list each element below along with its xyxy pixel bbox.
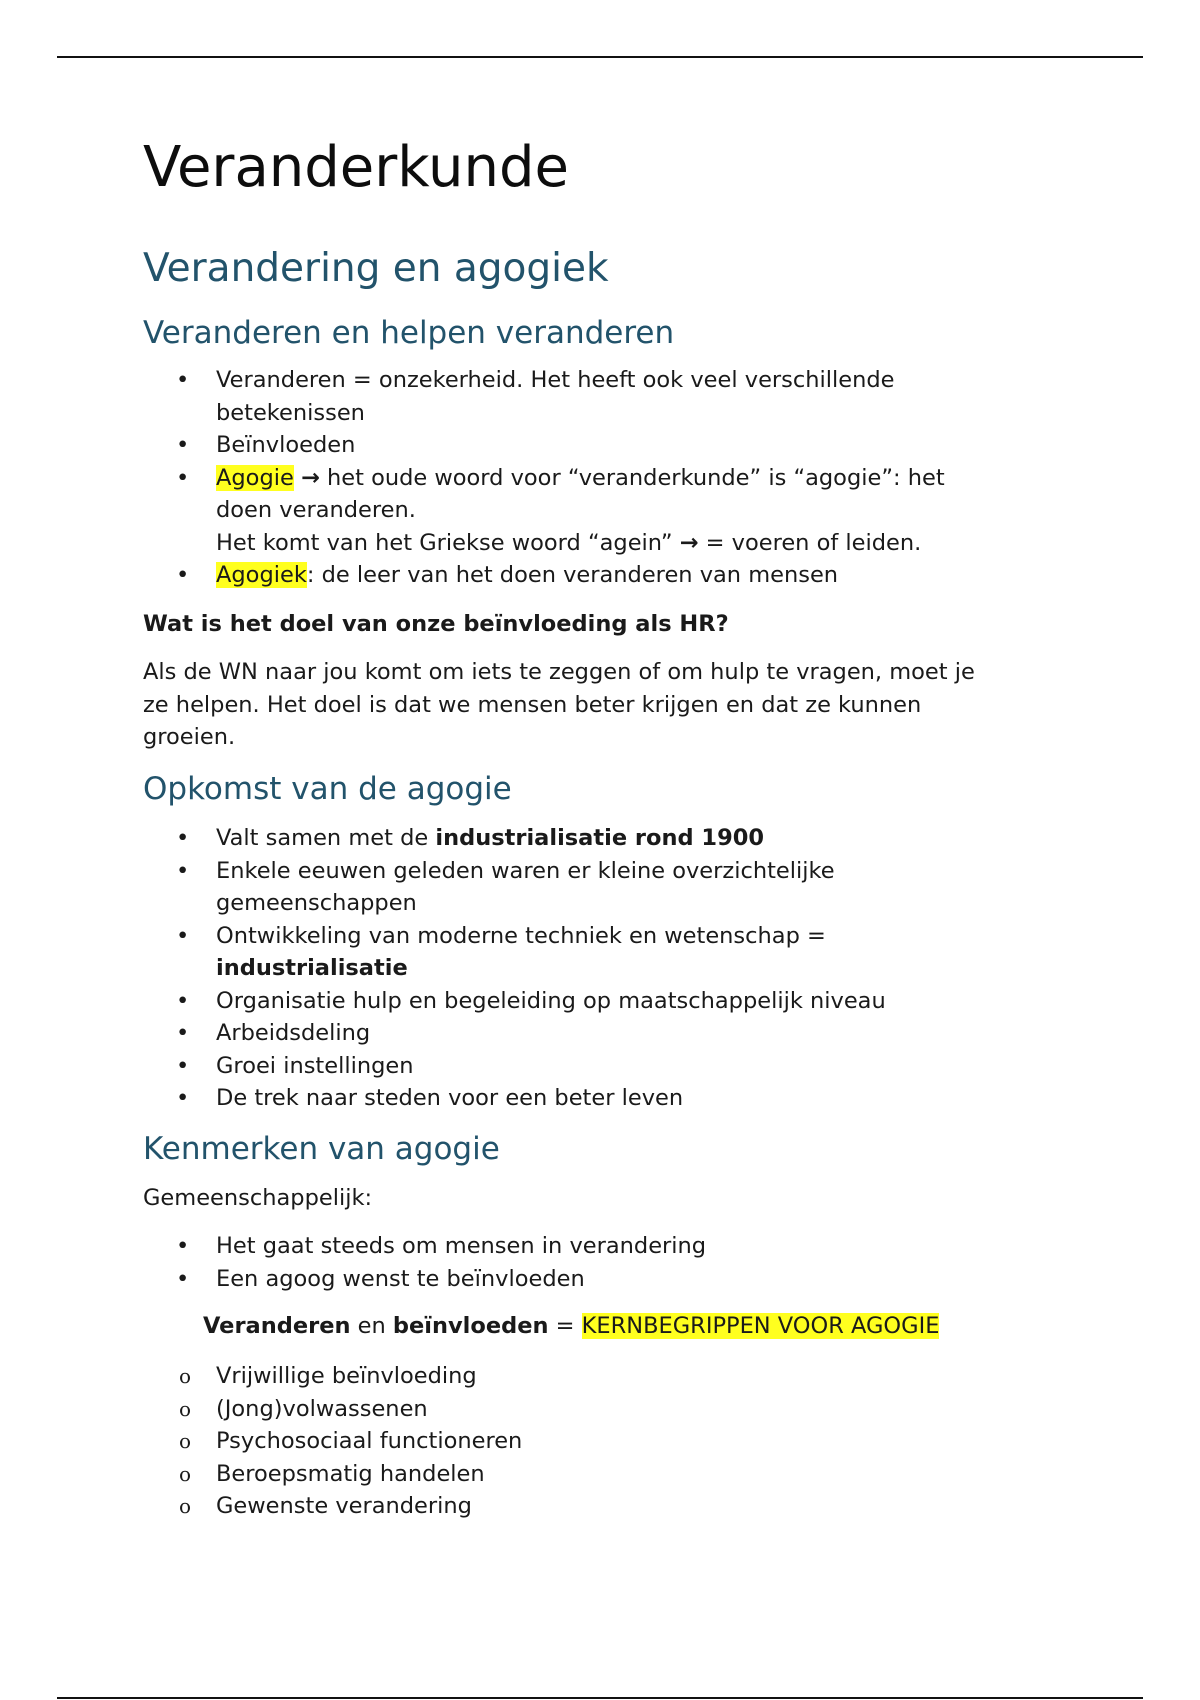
- subheading-veranderen: Veranderen en helpen veranderen: [143, 315, 675, 351]
- list-item-text: betekenissen: [216, 399, 365, 426]
- bullet-icon: •: [176, 464, 190, 491]
- bullet-icon: •: [176, 562, 190, 588]
- circle-bullet-icon: o: [179, 1461, 192, 1486]
- arrow-right-icon: →: [300, 464, 320, 491]
- list-item: [143, 1393, 1043, 1426]
- list-item: [143, 822, 1043, 855]
- list-item-text: Beïnvloeden: [216, 432, 356, 458]
- circle-list-kenmerken: [143, 1360, 1043, 1523]
- list-item-text: Groei instellingen: [216, 1052, 414, 1079]
- list-item-text: (Jong)volwassenen: [216, 1395, 428, 1422]
- answer-line: Als de WN naar jou komt om iets te zeggen of om hulp te vragen, moet je: [143, 659, 975, 685]
- subheading-opkomst: Opkomst van de agogie: [143, 771, 512, 807]
- circle-bullet-icon: o: [179, 1429, 192, 1453]
- section-heading-verandering: Verandering en agogiek: [143, 246, 609, 291]
- list-item-text: Veranderen = onzekerheid. Het heeft ook veel verschillende: [216, 367, 895, 393]
- list-item-text: Enkele eeuwen geleden waren er kleine overzichtelijke: [216, 857, 835, 884]
- list-item-text: Vrijwillige beïnvloeding: [216, 1363, 477, 1389]
- top-rule: [57, 56, 1143, 58]
- list-item: [143, 1263, 1043, 1296]
- document-title: Veranderkunde: [143, 135, 569, 200]
- list-item: [143, 559, 1043, 592]
- list-item-text: het oude woord voor “veranderkunde” is “agogie”: het: [319, 464, 945, 491]
- bottom-rule: [57, 1697, 1143, 1699]
- bullet-icon: •: [176, 367, 190, 393]
- list-item: [143, 1425, 1043, 1458]
- bullet-list-veranderen: [143, 364, 1043, 592]
- bullet-icon: •: [176, 1265, 190, 1292]
- key-term: beïnvloeden: [392, 1313, 549, 1339]
- list-item: [143, 364, 1043, 429]
- list-item: [143, 855, 1043, 920]
- question-heading: Wat is het doel van onze beïnvloeding als HR?: [143, 611, 729, 637]
- key-concepts-line: [203, 1310, 939, 1343]
- bullet-icon: •: [176, 922, 190, 949]
- bullet-icon: •: [176, 1233, 190, 1259]
- key-line-text: =: [548, 1313, 582, 1339]
- bullet-list-kenmerken: [143, 1230, 1043, 1295]
- list-item-bold-text: industrialisatie rond 1900: [435, 825, 765, 851]
- list-item: [143, 1490, 1043, 1523]
- circle-bullet-icon: o: [179, 1396, 192, 1421]
- list-item-text: Gewenste verandering: [216, 1493, 472, 1519]
- answer-line: ze helpen. Het doel is dat we mensen beter krijgen en dat ze kunnen: [143, 691, 922, 718]
- subheading-kenmerken: Kenmerken van agogie: [143, 1131, 500, 1167]
- list-item-text: Arbeidsdeling: [216, 1020, 371, 1046]
- list-item-text: Het komt van het Griekse woord “agein”: [216, 529, 680, 556]
- list-item: [143, 1458, 1043, 1491]
- bullet-icon: •: [176, 432, 190, 458]
- list-item: [143, 1082, 1043, 1115]
- list-item: [143, 920, 1043, 985]
- list-item-text: Organisatie hulp en begeleiding op maatschappelijk niveau: [216, 987, 886, 1014]
- list-item-text: doen veranderen.: [216, 497, 416, 523]
- list-item: [143, 1230, 1043, 1263]
- arrow-right-icon: →: [679, 529, 699, 556]
- key-term: Veranderen: [203, 1313, 351, 1339]
- bullet-icon: •: [176, 987, 190, 1014]
- circle-bullet-icon: o: [179, 1494, 192, 1518]
- highlighted-key-concepts: KERNBEGRIPPEN VOOR AGOGIE: [581, 1313, 940, 1339]
- list-item-text: : de leer van het doen veranderen van mensen: [306, 562, 839, 588]
- bullet-list-opkomst: [143, 822, 1043, 1115]
- list-item-text: Beroepsmatig handelen: [216, 1460, 485, 1487]
- bullet-icon: •: [176, 1052, 190, 1079]
- list-item: [143, 1360, 1043, 1393]
- list-item: [143, 462, 1043, 560]
- list-item-bold-text: industrialisatie: [216, 955, 408, 981]
- answer-paragraph: [143, 656, 1043, 754]
- bullet-icon: •: [176, 857, 190, 884]
- list-item-text: = voeren of leiden.: [698, 529, 922, 556]
- list-item-text: gemeenschappen: [216, 890, 417, 916]
- list-item: [143, 429, 1043, 462]
- list-item-text: Ontwikkeling van moderne techniek en wetenschap =: [216, 922, 826, 949]
- bullet-icon: •: [176, 1020, 190, 1046]
- answer-line: groeien.: [143, 724, 236, 750]
- list-item: [143, 1050, 1043, 1083]
- list-item-text: De trek naar steden voor een beter leven: [216, 1085, 684, 1111]
- circle-bullet-icon: o: [179, 1364, 192, 1388]
- list-item: [143, 985, 1043, 1018]
- intro-text: Gemeenschappelijk:: [143, 1185, 373, 1211]
- bullet-icon: •: [176, 1085, 190, 1111]
- list-item: [143, 1017, 1043, 1050]
- highlighted-term: Agogie: [216, 464, 294, 491]
- highlighted-term: Agogiek: [216, 562, 307, 588]
- bullet-icon: •: [176, 825, 190, 851]
- list-item-text: Het gaat steeds om mensen in verandering: [216, 1233, 707, 1259]
- list-item-text: Een agoog wenst te beïnvloeden: [216, 1265, 585, 1292]
- list-item-text: Psychosociaal functioneren: [216, 1428, 523, 1454]
- key-line-text: en: [350, 1313, 393, 1339]
- list-item-text: Valt samen met de: [216, 825, 436, 851]
